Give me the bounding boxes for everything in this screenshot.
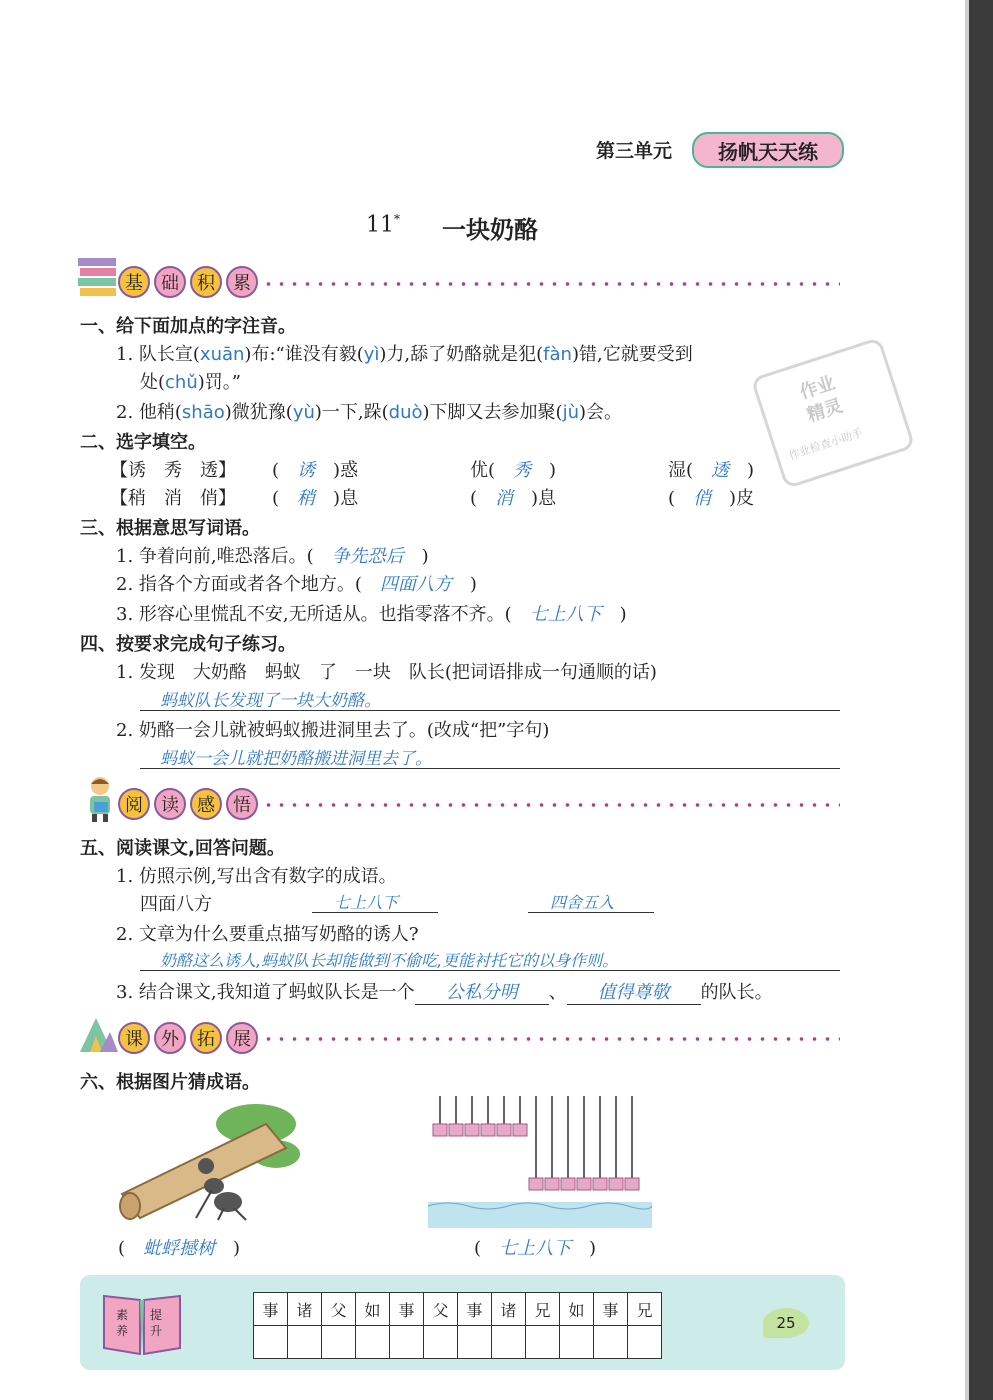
q5-item-3 — [116, 978, 773, 1005]
q5-item-3-a: 3. 结合课文,我知道了蚂蚁队长是一个 — [116, 982, 415, 1003]
q6-answer-2: 七上八下 — [499, 1238, 572, 1259]
q2-answer: 俏 — [693, 488, 712, 509]
grid-cell-empty — [526, 1326, 560, 1359]
character-grid — [253, 1292, 662, 1359]
lesson-title: 一块奶酪 — [442, 216, 538, 244]
q3-item-3: 3. 形容心里慌乱不安,无所适从。也指零落不齐。( 七上八下 ) — [116, 604, 627, 625]
book-char-3: 养 — [116, 1324, 129, 1338]
pinyin-answer: duò — [388, 402, 423, 423]
q2-suffix: 惑 — [340, 460, 359, 481]
q2-row2-blank3: ( 俏 )皮 — [668, 488, 755, 509]
grid-cell-empty — [288, 1326, 322, 1359]
q1-line2-c: )一下,跺( — [314, 402, 389, 423]
answer-line — [140, 970, 840, 971]
q1-line2-d: )下脚又去参加聚( — [422, 402, 563, 423]
section-extension-char-4: 展 — [226, 1022, 258, 1054]
section-basic-char-1: 基 — [118, 266, 150, 298]
grid-cell: 事 — [458, 1293, 492, 1326]
q2-answer: 诱 — [297, 460, 316, 481]
q1-title: 一、给下面加点的字注音。 — [80, 316, 296, 337]
grid-cell: 事 — [390, 1293, 424, 1326]
grid-cell: 事 — [594, 1293, 628, 1326]
q1-line1b-b: )罚。” — [197, 372, 241, 393]
q3-answer: 四面八方 — [379, 574, 452, 595]
q2-suffix: 皮 — [736, 488, 755, 509]
unit-label: 第三单元 — [596, 140, 673, 162]
grid-cell-empty — [254, 1326, 288, 1359]
grid-row-empty — [254, 1326, 662, 1359]
grid-cell: 诸 — [288, 1293, 322, 1326]
book-char-4: 升 — [150, 1324, 163, 1338]
pinyin-answer: jù — [562, 402, 579, 423]
q3-item-text: 2. 指各个方面或者各个地方。( — [116, 574, 362, 595]
grid-cell: 如 — [356, 1293, 390, 1326]
q4-answer-1: 蚂蚁队长发现了一块大奶酪。 — [160, 691, 381, 711]
q3-item-text: 1. 争着向前,唯恐落后。( — [116, 546, 314, 567]
q2-row2-blank1: ( 稍 )息 — [272, 488, 359, 509]
answer-line — [140, 768, 840, 769]
section-extension-char-3: 拓 — [190, 1022, 222, 1054]
page-number: 25 — [776, 1314, 796, 1332]
q2-answer: 秀 — [513, 460, 532, 481]
q1-line1b-a: 处( — [140, 372, 166, 393]
section-reading-char-2: 读 — [154, 788, 186, 820]
section-reading-char-4: 悟 — [226, 788, 258, 820]
q2-answer: 消 — [495, 488, 514, 509]
q1-line1-d: )错,它就要受到 — [571, 344, 693, 365]
answer-line — [528, 912, 654, 913]
grid-cell-empty — [356, 1326, 390, 1359]
buckets-well-image — [428, 1094, 652, 1228]
grid-cell-empty — [322, 1326, 356, 1359]
section-extension-char-2: 外 — [154, 1022, 186, 1054]
grid-cell: 事 — [254, 1293, 288, 1326]
section-basic-char-2: 础 — [154, 266, 186, 298]
section-basic-char-4: 累 — [226, 266, 258, 298]
q1-line1b — [140, 368, 241, 394]
q2-prefix: 湿( — [668, 460, 694, 481]
q5-answer-2: 奶酪这么诱人,蚂蚁队长却能做到不偷吃,更能衬托它的以身作则。 — [160, 951, 619, 970]
q2-title: 二、选字填空。 — [80, 432, 206, 453]
q6-blank-1: ( 蚍蜉撼树 ) — [118, 1238, 241, 1259]
q2-prefix: 优( — [470, 460, 496, 481]
q5-blank-b — [567, 978, 701, 1005]
section-extension-char-1: 课 — [118, 1022, 150, 1054]
q1-line1-b: )布:“谁没有毅( — [244, 344, 364, 365]
q6-blank-2: ( 七上八下 ) — [474, 1238, 597, 1259]
q5-title: 五、阅读课文,回答问题。 — [80, 838, 285, 859]
book-char-1: 素 — [116, 1308, 129, 1322]
q1-line2-b: )微犹豫( — [224, 402, 293, 423]
q5-example: 四面八方 — [140, 894, 212, 915]
q3-title: 三、根据意思写词语。 — [80, 518, 260, 539]
stamp-line2: 精灵 — [804, 395, 846, 427]
q1-line2-e: )会。 — [578, 402, 623, 423]
stamp-line3: 作业检查小助手 — [787, 426, 865, 463]
lesson-number — [366, 212, 400, 237]
grid-cell: 如 — [560, 1293, 594, 1326]
section-reading-char-1: 阅 — [118, 788, 150, 820]
q2-row1-blank3: 湿( 透 ) — [668, 460, 755, 481]
q3-answer: 争先恐后 — [331, 546, 404, 567]
grid-cell: 兄 — [526, 1293, 560, 1326]
q6-title: 六、根据图片猜成语。 — [80, 1072, 260, 1093]
q4-item-1: 1. 发现 大奶酪 蚂蚁 了 一块 队长(把词语排成一句通顺的话) — [116, 662, 657, 683]
answer-line — [312, 912, 438, 913]
pinyin-answer: fàn — [543, 344, 572, 365]
q5-item-3-b: 的队长。 — [700, 982, 773, 1003]
grid-cell: 父 — [424, 1293, 458, 1326]
q5-blank-a — [415, 978, 549, 1005]
q2-row1-blank2: 优( 秀 ) — [470, 460, 557, 481]
q4-title: 四、按要求完成句子练习。 — [80, 634, 296, 655]
grid-cell-empty — [594, 1326, 628, 1359]
lesson-number-text: 11 — [366, 212, 394, 238]
stamp — [750, 337, 915, 489]
books-icon — [76, 252, 120, 302]
q5-sep: 、 — [548, 982, 567, 1003]
lesson-mark: * — [394, 212, 400, 226]
q2-suffix: 息 — [340, 488, 359, 509]
pinyin-answer: yì — [363, 344, 380, 365]
section-reading-char-3: 感 — [190, 788, 222, 820]
section-basic-dots — [262, 282, 840, 286]
q5-answer-1a: 七上八下 — [334, 893, 399, 912]
stamp-line1: 作业 — [797, 372, 838, 404]
q2-row1-blank1: ( 诱 )惑 — [272, 460, 359, 481]
q1-line1 — [116, 340, 693, 366]
q1-line1-a: 1. 队长宣( — [116, 344, 200, 365]
pinyin-answer: xuān — [199, 344, 245, 365]
section-reading — [118, 788, 258, 820]
q3-item-text: 3. 形容心里慌乱不安,无所适从。也指零落不齐。( — [116, 604, 512, 625]
q6-answer-1: 蚍蜉撼树 — [143, 1238, 216, 1259]
page-number-leaf — [763, 1308, 809, 1338]
q3-item-2: 2. 指各个方面或者各个地方。( 四面八方 ) — [116, 574, 477, 595]
grid-cell: 兄 — [628, 1293, 662, 1326]
grid-cell-empty — [560, 1326, 594, 1359]
open-book-icon — [100, 1286, 184, 1360]
q5-answer-3a: 公私分明 — [445, 982, 518, 1003]
grid-cell-empty — [390, 1326, 424, 1359]
answer-line — [140, 710, 840, 711]
grid-cell-empty — [492, 1326, 526, 1359]
q2-suffix: 息 — [538, 488, 557, 509]
grid-row-chars — [254, 1293, 662, 1326]
q4-item-2: 2. 奶酪一会儿就被蚂蚁搬进洞里去了。(改成“把”字句) — [116, 720, 550, 741]
q1-line2-a: 2. 他稍( — [116, 402, 182, 423]
q3-answer: 七上八下 — [529, 604, 602, 625]
ant-tree-image — [116, 1094, 306, 1226]
q5-item-1: 1. 仿照示例,写出含有数字的成语。 — [116, 866, 397, 887]
pinyin-answer: yù — [292, 402, 315, 423]
badge — [692, 132, 844, 168]
section-reading-dots — [262, 803, 840, 807]
reading-girl-icon — [82, 774, 118, 824]
q1-line2 — [116, 398, 622, 424]
q2-row2-chars: 【稍 消 俏】 — [110, 488, 236, 509]
pinyin-answer: chǔ — [165, 372, 198, 393]
pinyin-answer: shāo — [181, 402, 225, 423]
grid-cell: 诸 — [492, 1293, 526, 1326]
grid-cell-empty — [628, 1326, 662, 1359]
q5-answer-3b: 值得尊敬 — [597, 982, 670, 1003]
grid-cell: 父 — [322, 1293, 356, 1326]
grid-cell-empty — [458, 1326, 492, 1359]
tent-icon — [76, 1010, 120, 1056]
q2-row2-blank2: ( 消 )息 — [470, 488, 557, 509]
q5-answer-1b: 四舍五入 — [550, 893, 615, 912]
badge-label: 扬帆天天练 — [718, 139, 818, 164]
page-edge-dark — [969, 0, 993, 1400]
q5-item-2: 2. 文章为什么要重点描写奶酪的诱人? — [116, 924, 419, 945]
q2-answer: 透 — [711, 460, 730, 481]
grid-cell-empty — [424, 1326, 458, 1359]
section-basic — [118, 266, 258, 298]
book-char-2: 提 — [150, 1308, 163, 1322]
q2-row1-chars: 【诱 秀 透】 — [110, 460, 236, 481]
section-extension — [118, 1022, 258, 1054]
q1-line1-c: )力,舔了奶酪就是犯( — [379, 344, 544, 365]
section-basic-char-3: 积 — [190, 266, 222, 298]
q3-item-1: 1. 争着向前,唯恐落后。( 争先恐后 ) — [116, 546, 429, 567]
q2-answer: 稍 — [297, 488, 316, 509]
q4-answer-2: 蚂蚁一会儿就把奶酪搬进洞里去了。 — [160, 749, 432, 769]
section-extension-dots — [262, 1037, 840, 1041]
